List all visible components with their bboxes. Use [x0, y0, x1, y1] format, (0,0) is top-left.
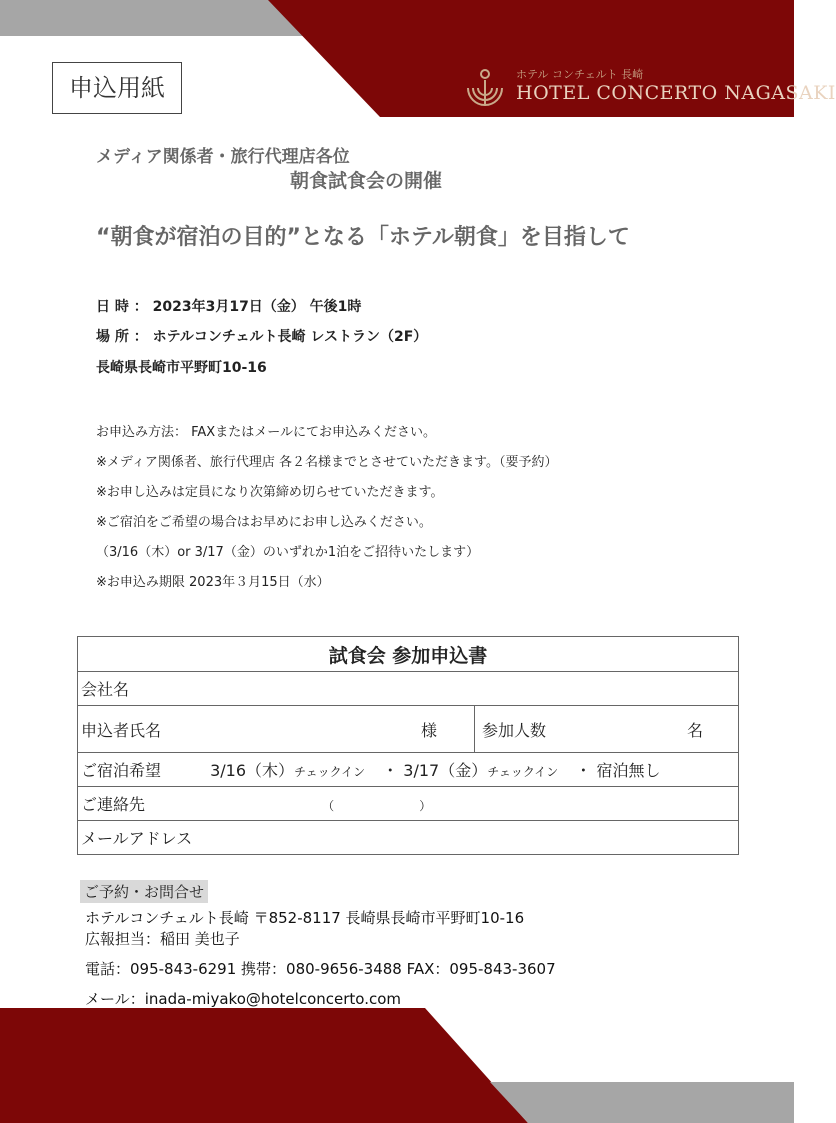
slogan: “朝食が宿泊の目的”となる「ホテル朝食」を目指して: [96, 225, 630, 250]
contact-phones: 電話：095-843-6291 携帯：080-9656-3488 FAX：095-843-3607: [85, 960, 556, 978]
separator-dot: ・: [382, 761, 399, 780]
stay-label: ご宿泊希望: [81, 761, 162, 780]
paren-open: （: [322, 799, 335, 813]
stay-option-1[interactable]: 3/16（木）: [210, 761, 295, 780]
stay-option-none[interactable]: 宿泊無し: [596, 761, 661, 780]
note-item: ※お申込み期限 2023年３月15日（水）: [96, 575, 330, 590]
note-item: ※メディア関係者、旅行代理店 各２名様までとさせていただきます。（要予約）: [96, 455, 558, 470]
contact-pr: 広報担当：稲田 美也子: [85, 930, 240, 948]
stay-field[interactable]: [78, 753, 739, 787]
email-field[interactable]: [78, 821, 739, 855]
contact-mail[interactable]: メール：inada-miyako@hotelconcerto.com: [85, 990, 402, 1008]
event-title: 朝食試食会の開催: [290, 170, 443, 192]
logo-main: HOTEL CONCERTO NAGASAKI: [516, 82, 836, 104]
contact-label: ご連絡先: [81, 795, 146, 814]
note-item: お申込み方法： FAXまたはメールにてお申込みください。: [96, 425, 436, 440]
note-item: ※ご宿泊をご希望の場合はお早めにお申し込みください。: [96, 515, 432, 530]
note-item: （3/16（木）or 3/17（金）のいずれか1泊をご招待いたします）: [96, 545, 480, 560]
stay-option-2[interactable]: 3/17（金）: [403, 761, 488, 780]
form-label: 申込用紙: [52, 62, 182, 114]
footer-brand-band: [0, 1008, 528, 1123]
email-label: メールアドレス: [81, 829, 193, 848]
company-label: 会社名: [81, 680, 130, 699]
note-item: ※お申し込みは定員になり次第締め切らせていただきます。: [96, 485, 444, 500]
applicant-label: 申込者氏名: [81, 720, 162, 740]
hotel-logo-icon: [462, 66, 508, 110]
contact-heading: ご予約・お問合せ: [80, 880, 208, 903]
separator-dot: ・: [575, 761, 592, 780]
company-field[interactable]: [78, 672, 739, 706]
application-form: [77, 636, 739, 855]
logo-sub: ホテル コンチェルト 長崎: [516, 68, 644, 81]
honorific-label: 様: [420, 720, 437, 740]
attendees-label: 参加人数: [482, 720, 547, 740]
form-title: 試食会 参加申込書: [78, 637, 739, 672]
applicant-field[interactable]: [78, 706, 475, 753]
checkin-label: チェックイン: [487, 765, 559, 779]
attendees-field[interactable]: [475, 706, 739, 753]
contact-hotel: ホテルコンチェルト長崎 〒852-8117 長崎県長崎市平野町10-16: [85, 909, 525, 927]
attendees-unit: 名: [686, 720, 703, 740]
header-gray-band: [0, 0, 310, 36]
event-address: 長崎県長崎市平野町10-16: [96, 360, 267, 376]
checkin-label: チェックイン: [294, 765, 366, 779]
event-date: 日 時 ： 2023年3月17日（金） 午後1時: [96, 299, 362, 315]
paren-close: ）: [419, 799, 432, 813]
event-venue: 場 所 ： ホテルコンチェルト長崎 レストラン（2F）: [96, 329, 428, 345]
audience-heading: メディア関係者・旅行代理店各位: [96, 147, 350, 167]
footer-gray-band: [490, 1082, 794, 1123]
contact-field[interactable]: [78, 787, 739, 821]
